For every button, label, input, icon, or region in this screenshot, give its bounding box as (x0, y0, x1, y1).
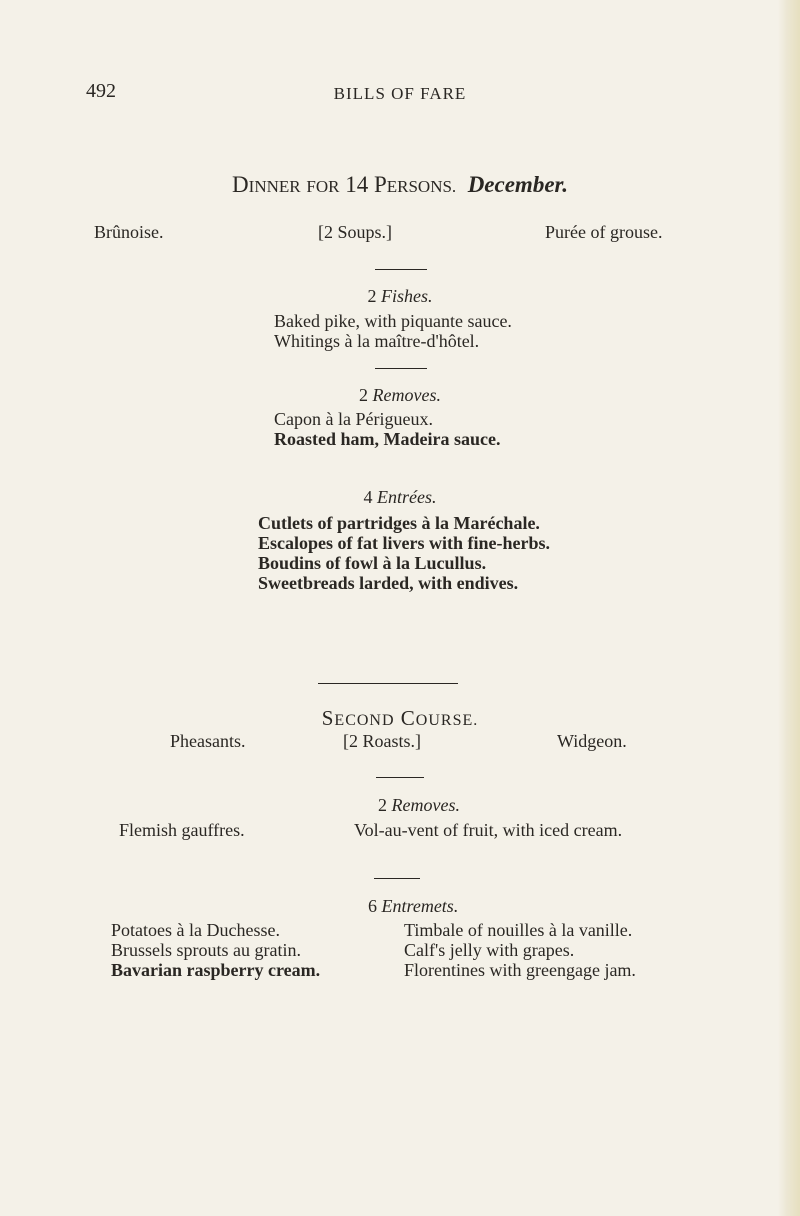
soup-right: Purée of grouse. (545, 222, 663, 242)
roasts-heading (343, 731, 421, 752)
second-remove-left: Flemish gauffres. (119, 820, 245, 840)
removes-count: 2 (359, 385, 369, 405)
second-course-initial-2: C (400, 706, 416, 730)
second-removes-heading (378, 795, 460, 816)
second-removes-count: 2 (378, 795, 387, 815)
soups-heading-text: [2 Soups.] (318, 222, 393, 242)
soup-left: Brûnoise. (94, 222, 164, 242)
second-remove-right: Vol-au-vent of fruit, with iced cream. (354, 820, 623, 840)
entremet-item: Bavarian raspberry cream. (111, 960, 321, 980)
entrees-label: Entrées. (377, 487, 437, 507)
running-head: BILLS OF FARE (333, 84, 467, 103)
title-for: FOR (306, 177, 340, 196)
entrees-heading (0, 487, 800, 508)
soups-heading (318, 222, 392, 243)
removes-label: Removes. (372, 385, 441, 405)
roast-left: Pheasants. (170, 731, 246, 751)
entrees-list (258, 513, 550, 593)
second-course-rest-1: ECOND (334, 712, 395, 729)
entrees-count: 4 (363, 487, 373, 507)
entremets-right-list (404, 920, 636, 980)
page-number: 492 (86, 80, 116, 102)
entree-item: Sweetbreads larded, with endives. (258, 573, 519, 593)
roasts-heading-text: [2 Roasts.] (343, 731, 421, 751)
removes-list (274, 409, 500, 449)
entremets-left-list (111, 920, 320, 980)
second-course-title (0, 706, 800, 731)
title-dinner-rest: INNER (248, 177, 301, 196)
second-course-rest-2: OURSE. (415, 712, 479, 729)
title-persons-initial: P (373, 172, 387, 197)
entremets-heading (368, 896, 458, 917)
entremets-count: 6 (368, 896, 377, 916)
fishes-list (274, 311, 512, 351)
fish-item: Baked pike, with piquante sauce. (274, 311, 512, 331)
second-course-initial-1: S (321, 706, 335, 730)
entremet-item: Potatoes à la Duchesse. (111, 920, 280, 940)
course-divider-rule (318, 683, 458, 684)
roast-right: Widgeon. (557, 731, 627, 751)
menu-title (0, 172, 800, 198)
fish-item: Whitings à la maître-d'hôtel. (274, 331, 480, 351)
fishes-count: 2 (367, 286, 377, 306)
divider-rule (376, 777, 424, 778)
title-dinner-initial: D (232, 172, 249, 197)
entremets-label: Entremets. (381, 896, 459, 916)
entree-item: Cutlets of partridges à la Maréchale. (258, 513, 540, 533)
title-persons-rest: ERSONS. (386, 177, 457, 196)
removes-heading (0, 385, 800, 406)
divider-rule (375, 368, 427, 369)
fishes-label: Fishes. (381, 286, 433, 306)
remove-item: Capon à la Périgueux. (274, 409, 433, 429)
entremet-item: Calf's jelly with grapes. (404, 940, 575, 960)
title-month: December. (467, 172, 568, 197)
second-removes-label: Removes. (391, 795, 460, 815)
divider-rule (375, 269, 427, 270)
divider-rule (374, 878, 420, 879)
entree-item: Boudins of fowl à la Lucullus. (258, 553, 487, 573)
entremet-item: Florentines with greengage jam. (404, 960, 636, 980)
title-count: 14 (345, 172, 369, 197)
fishes-heading (0, 286, 800, 307)
entree-item: Escalopes of fat livers with fine-herbs. (258, 533, 550, 553)
remove-item: Roasted ham, Madeira sauce. (274, 429, 501, 449)
entremet-item: Brussels sprouts au gratin. (111, 940, 301, 960)
entremet-item: Timbale of nouilles à la vanille. (404, 920, 633, 940)
